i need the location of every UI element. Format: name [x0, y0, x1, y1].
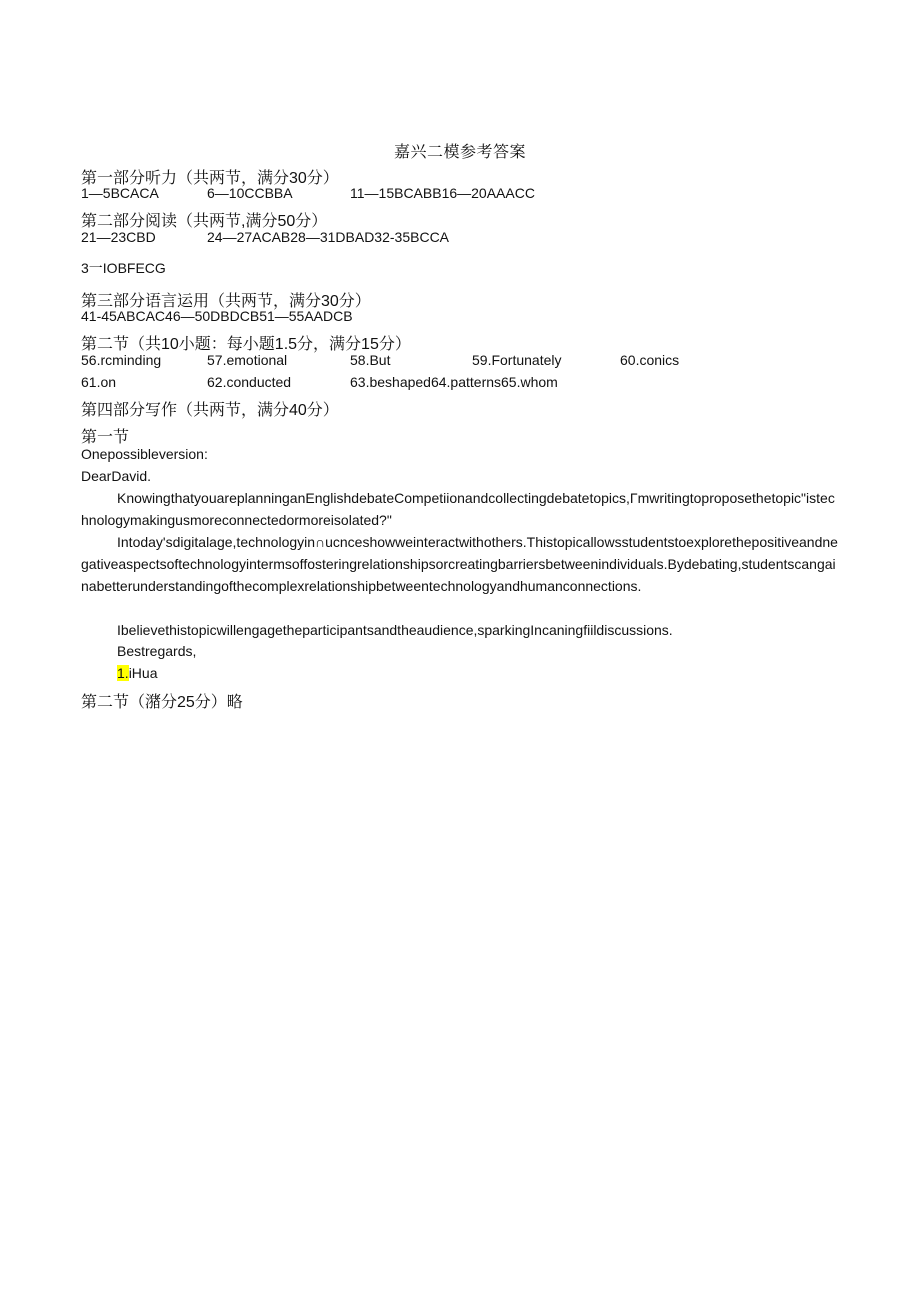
- answer-group: 6—10CCBBA: [207, 185, 293, 201]
- part3-section2-heading: 第二节（共10小题：每小题1.5分，满分15分）: [81, 336, 411, 353]
- answer-item: 63.beshaped64.patterns65.whom: [350, 374, 558, 390]
- letter-paragraph-3: Ibelievethistopicwillengagetheparticipantsandtheaudience,sparkingIncaningfiildiscussions.: [117, 622, 673, 638]
- answer-group: 1—5BCACA: [81, 185, 159, 201]
- part2-heading: 第二部分阅读（共两节,满分50分）: [81, 213, 328, 230]
- part1-heading: 第一部分听力（共两节，满分30分）: [81, 170, 339, 187]
- answer-item: 56.rcminding: [81, 352, 162, 368]
- signature-name: iHua: [128, 665, 158, 681]
- part4-heading: 第四部分写作（共两节，满分40分）: [81, 402, 339, 419]
- document-title: 嘉兴二模参考答案: [393, 144, 526, 161]
- answer-group: 24—27ACAB28—31DBAD32-35BCCA: [207, 229, 450, 245]
- answer-item: 62.conducted: [207, 374, 292, 390]
- part3-heading: 第三部分语言运用（共两节，满分30分）: [81, 293, 371, 310]
- answer-item: 59.Fortunately: [472, 352, 562, 368]
- version-label: Onepossibleversion:: [81, 446, 208, 462]
- letter-closing: Bestregards,: [117, 643, 197, 659]
- answer-group: 41-45ABCAC46—50DBDCB51—55AADCB: [81, 308, 353, 324]
- answer-group: 11—15BCABB16—20AAACC: [350, 185, 535, 201]
- answer-item: 60.conics: [620, 352, 680, 368]
- answer-item: 57.emotional: [207, 352, 288, 368]
- part4-section2-heading: 第二节（潴分25分）略: [81, 694, 243, 711]
- answer-item: 58.But: [350, 352, 391, 368]
- letter-paragraph-1: KnowingthatyouareplanninganEnglishdebateCompetiionandcollectingdebatetopics,Γmwritingtoproposethetopic"istechnologymakingusmoreconnectedormoreisolated?": [81, 490, 835, 528]
- letter-salutation: DearDavid.: [81, 468, 152, 484]
- signature-highlight: 1.: [117, 665, 129, 681]
- letter-signature: [117, 665, 157, 681]
- letter-paragraph-2: Intoday'sdigitalage,technologyin∩ucnceshowweinteractwithothers.Thistopicallowsstudentstoexplorethepositiveandnegativeaspectsoftechnologyintermsoffosteringrelationshipsorcreatingbarriersbetweenindividuals.Bydebating,studentscangainabetterunderstandingofthecomplexrelationshipbetweentechnologyandhumanconnections.: [81, 534, 838, 594]
- answer-item: 61.on: [81, 374, 117, 390]
- answer-group: 21—23CBD: [81, 229, 156, 245]
- answer-group: 3一IOBFECG: [81, 260, 166, 276]
- part4-section1-heading: 第一节: [81, 429, 130, 446]
